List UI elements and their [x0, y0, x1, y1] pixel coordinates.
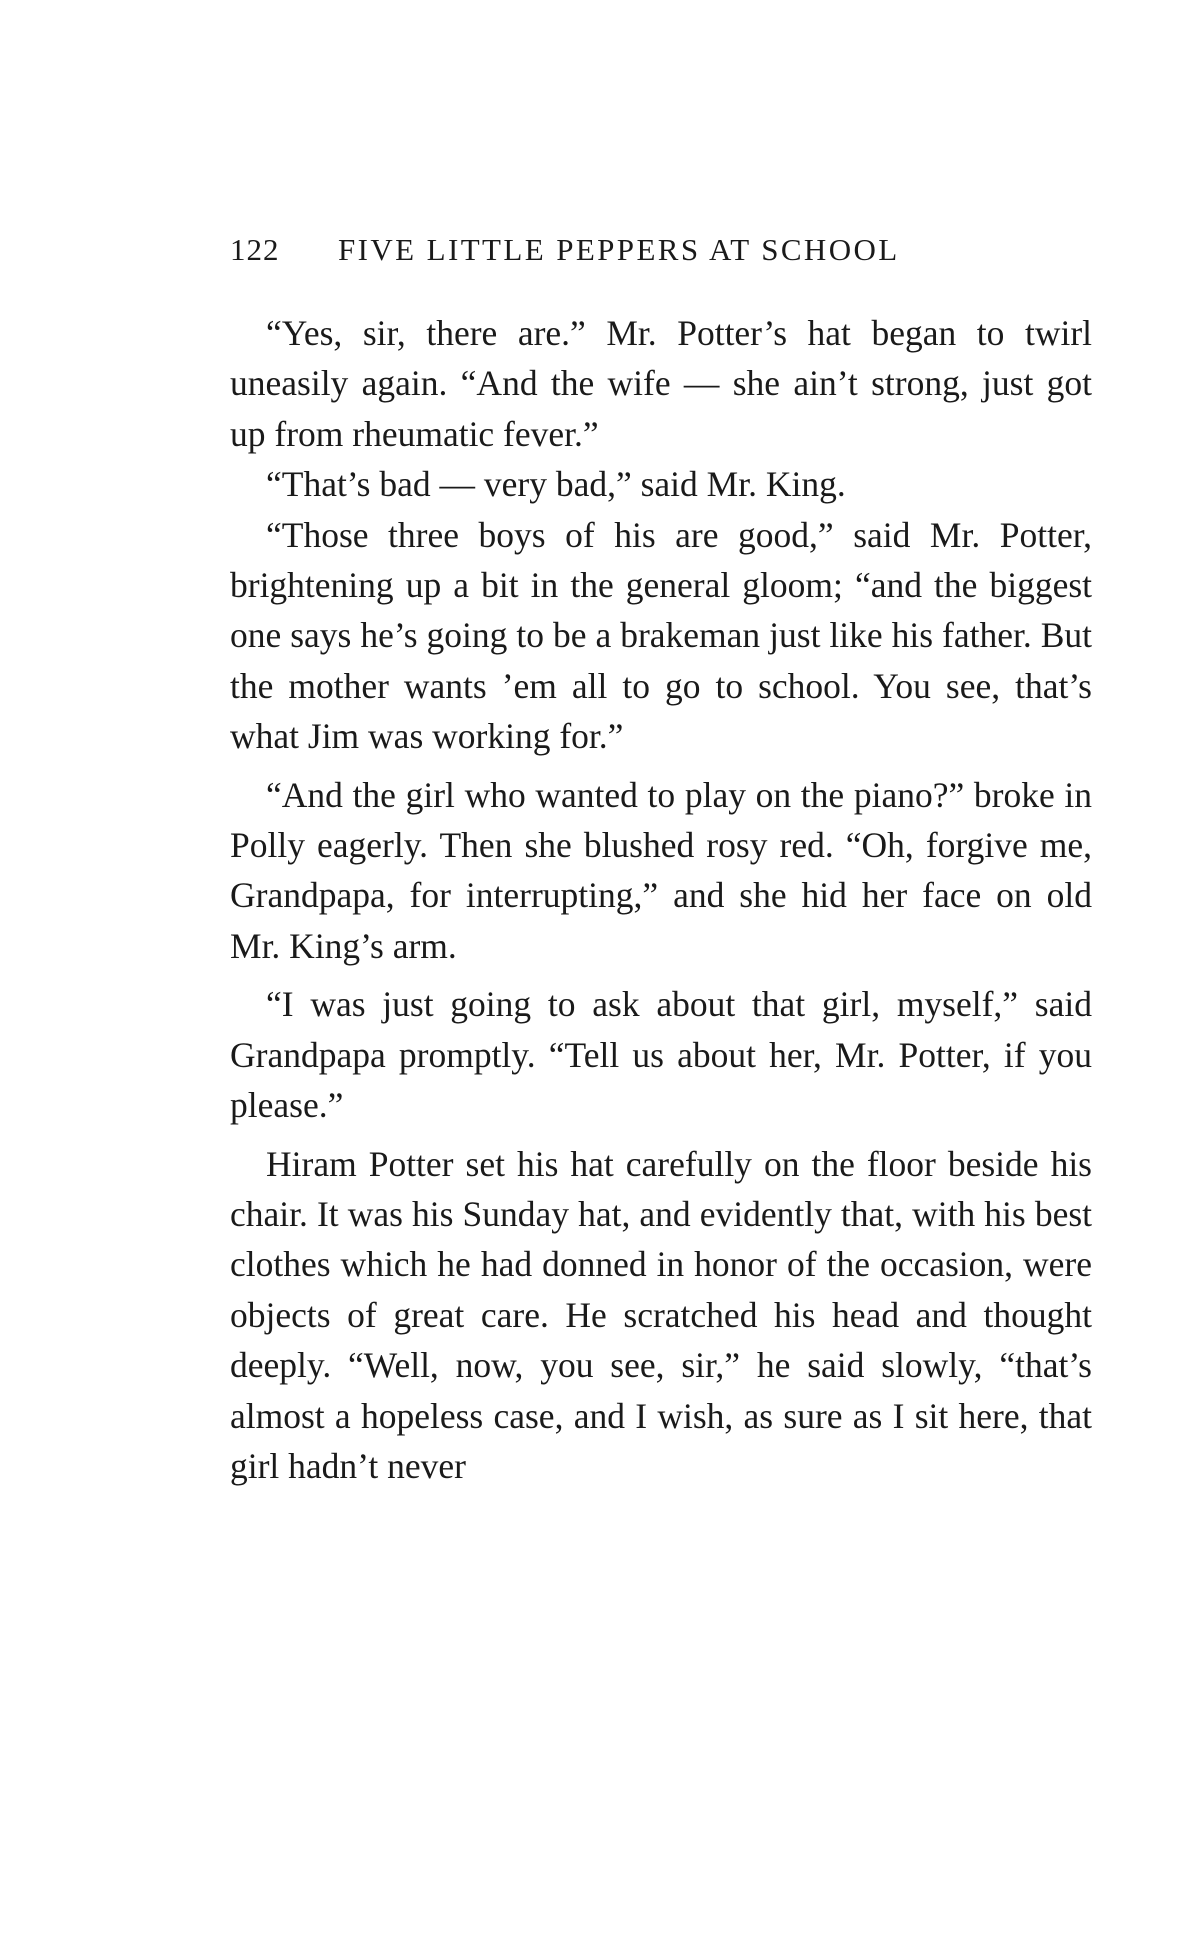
paragraph-hiram-hat: Hiram Potter set his hat carefully on the floor beside his chair. It was his Sunday hat, and evidently that, with his best clothes which he had donned in honor of the occasion, were objects of great care. He scratched his head and thought deeply. “Well, now, you see, sir,” he said slowly, “that’s almost a hopeless case, and I wish, as sure as I sit here, that girl hadn’t never: [230, 1143, 1092, 1486]
book-title: FIVE LITTLE PEPPERS AT SCHOOL: [338, 232, 900, 267]
page-number: 122: [230, 232, 280, 267]
paragraph-grandpapa-ask: “I was just going to ask about that girl, myself,” said Grandpapa promptly. “Tell us about her, Mr. Potter, if you please.”: [230, 984, 1092, 1126]
running-head: [230, 228, 1092, 272]
paragraph-polly-question: “And the girl who wanted to play on the piano?” broke in Polly eagerly. Then she blushed rosy red. “Oh, forgive me, Grandpapa, for interrupting,” and she hid her face on old Mr. King’s arm.: [230, 774, 1092, 966]
paragraph-three-boys: “Those three boys of his are good,” said Mr. Potter, brightening up a bit in the general gloom; “and the biggest one says he’s going to be a brakeman just like his father. But the mother wants ’em all to go to school. You see, that’s what Jim was working for.”: [230, 514, 1092, 757]
paragraph-potter-reply: “Yes, sir, there are.” Mr. Potter’s hat began to twirl uneasily again. “And the wife — she ain’t strong, just got up from rheumatic fever.”: [230, 313, 1092, 454]
body-text: [230, 308, 1092, 1491]
paragraph-king-bad: “That’s bad — very bad,” said Mr. King.: [266, 464, 846, 505]
